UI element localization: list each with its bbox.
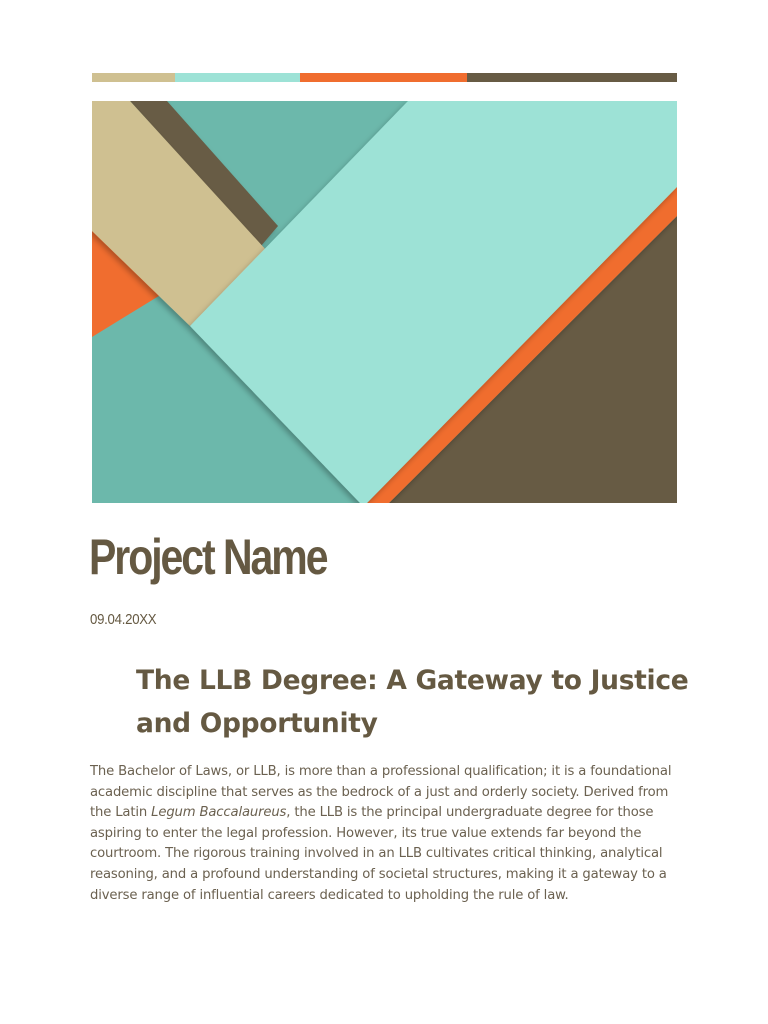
- article-body: [90, 762, 680, 906]
- body-text-part: The Bachelor of Laws, or LLB, is more than a professional qualification; it is a foundational academic discipline that serves as the bedrock of a just and orderly society. Derived from the Latin: [90, 764, 672, 821]
- decorative-color-bar: [92, 73, 677, 82]
- color-bar-segment-tan: [92, 73, 175, 82]
- body-text-part: , the LLB is the principal undergraduate degree for those aspiring to enter the legal profession. However, its true value extends far beyond the courtroom. The rigorous training involved in an LLB cultivates critical thinking, analytical reasoning, and a profound understanding of societal structures, making it a gateway to a diverse range of influential careers dedicated to upholding the rule of law.: [90, 805, 667, 903]
- body-text-emphasis: Legum Baccalaureus: [151, 805, 287, 821]
- cover-image: [92, 101, 677, 503]
- color-bar-segment-orange: [300, 73, 467, 82]
- color-bar-segment-mint: [175, 73, 300, 82]
- article-heading: The LLB Degree: A Gateway to Justice and Opportunity: [136, 665, 689, 739]
- geometric-cover-illustration: [92, 101, 677, 503]
- color-bar-segment-brown: [467, 73, 677, 82]
- project-name-title: Project Name: [89, 529, 327, 585]
- project-date: 09.04.20XX: [90, 611, 157, 628]
